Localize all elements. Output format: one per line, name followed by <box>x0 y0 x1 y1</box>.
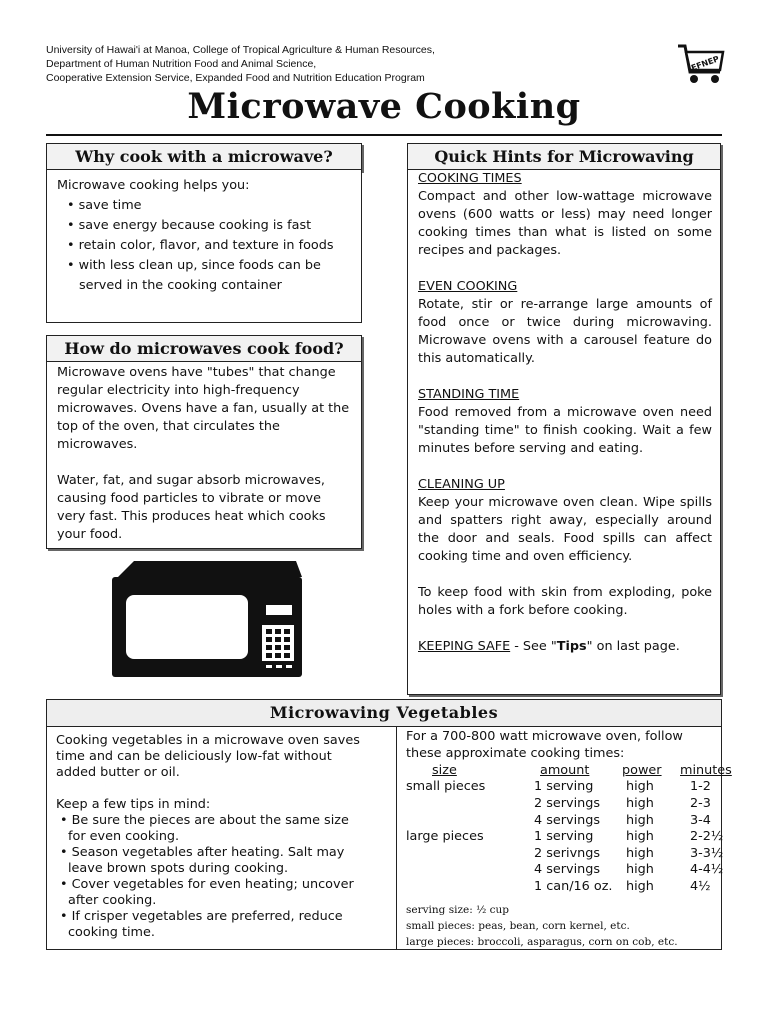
table-cell: 2 servings <box>534 795 601 811</box>
table-row <box>406 812 732 829</box>
hint-text: Rotate, stir or re-arrange large amounts of food once or twice during microwaving. Microwave ovens with a carousel feature do this automatically. <box>418 297 712 366</box>
table-cell <box>406 878 534 895</box>
why-heading: Why cook with a microwave? <box>46 143 362 171</box>
microwave-oven-icon <box>112 561 302 679</box>
hint-title-cooking-times: COOKING TIMES <box>418 171 522 186</box>
vegetables-divider <box>396 726 397 950</box>
header-line: Department of Human Nutrition Food and Animal Science, <box>46 58 317 70</box>
table-row <box>406 779 732 796</box>
keeping-safe-prefix: - See " <box>510 639 557 654</box>
table-cell: high <box>626 878 654 894</box>
table-row <box>406 862 732 879</box>
hint-text: Keep your microwave oven clean. Wipe spills and spatters right away, especially around the door and seals. Food spills can affect cooking time and oven efficiency. <box>418 495 712 564</box>
table-cell: high <box>626 829 654 845</box>
table-row <box>406 878 732 895</box>
serving-note: serving size: ½ cup <box>406 904 509 916</box>
page-title: Microwave Cooking <box>187 86 581 127</box>
table-row <box>406 845 732 862</box>
list-item: • save time <box>57 196 351 216</box>
hint-text: Food removed from a microwave oven need "standing time" to finish cooking. Wait a few minutes before serving and eating. <box>418 405 712 456</box>
how-paragraph-1: Microwave ovens have "tubes" that change regular electricity into high-frequency microwaves. Ovens have a fan, usually at the top of the oven, that circulates the microwaves. <box>57 365 350 452</box>
header-credits <box>46 43 435 85</box>
table-cell: large pieces <box>406 829 484 845</box>
table-cell <box>406 812 534 829</box>
list-item: • If crisper vegetables are preferred, reduce cooking time. <box>56 909 366 941</box>
table-cell <box>406 795 534 812</box>
table-cell: 3-3½ <box>690 845 724 861</box>
table-cell: 4½ <box>690 878 711 894</box>
hint-text: Compact and other low-wattage microwave ovens (600 watts or less) may need longer cooking times than what is listed on some recipes and packages. <box>418 189 712 258</box>
table-cell <box>406 845 534 862</box>
table-cell: 1 serving <box>534 779 594 795</box>
list-item: • with less clean up, since foods can be served in the cooking container <box>57 256 351 296</box>
table-cell: 1 can/16 oz. <box>534 878 613 894</box>
shopping-cart-logo-icon <box>676 40 726 86</box>
column-header: minutes <box>680 762 732 778</box>
table-cell: small pieces <box>406 779 486 795</box>
keeping-safe-suffix: " on last page. <box>586 639 680 654</box>
title-rule <box>46 134 722 136</box>
table-row <box>406 795 732 812</box>
table-cell <box>406 862 534 879</box>
keeping-safe-bold: Tips <box>556 639 587 654</box>
table-row <box>406 828 732 845</box>
table-cell: 4 servings <box>534 862 601 878</box>
how-box <box>46 361 362 549</box>
header-line: University of Hawai'i at Manoa, College of Tropical Agriculture & Human Resources, <box>46 44 435 56</box>
skin-tip: To keep food with skin from exploding, poke holes with a fork before cooking. <box>418 585 712 618</box>
serving-notes <box>406 902 718 950</box>
why-intro: Microwave cooking helps you: <box>57 178 250 193</box>
column-header: power <box>622 762 662 778</box>
list-item: • Cover vegetables for even heating; uncover after cooking. <box>56 877 366 909</box>
hints-box <box>407 169 721 695</box>
keeping-safe-title: KEEPING SAFE <box>418 639 511 654</box>
table-cell: 4-4½ <box>690 862 724 878</box>
serving-note: small pieces: peas, bean, corn kernel, etc. <box>406 920 630 932</box>
list-item: • Be sure the pieces are about the same size for even cooking. <box>56 813 366 845</box>
table-cell: 2-2½ <box>690 829 724 845</box>
header-line: Cooperative Extension Service, Expanded Food and Nutrition Education Program <box>46 72 425 84</box>
list-item: • retain color, flavor, and texture in foods <box>57 236 351 256</box>
hints-heading: Quick Hints for Microwaving <box>407 143 721 171</box>
list-item: • Season vegetables after heating. Salt may leave brown spots during cooking. <box>56 845 366 877</box>
cooking-times-table <box>406 762 732 895</box>
vegetables-intro: Cooking vegetables in a microwave oven saves time and can be deliciously low-fat without added butter or oil. <box>56 733 360 780</box>
table-cell: high <box>626 795 654 811</box>
table-cell: high <box>626 845 654 861</box>
table-cell: 2 serivngs <box>534 845 601 861</box>
why-box <box>46 169 362 323</box>
table-header-row <box>406 762 732 779</box>
vegetables-left <box>56 733 366 941</box>
list-item: • save energy because cooking is fast <box>57 216 351 236</box>
serving-note: large pieces: broccoli, asparagus, corn on cob, etc. <box>406 936 678 948</box>
vegetables-heading: Microwaving Vegetables <box>47 700 721 727</box>
hint-title-standing-time: STANDING TIME <box>418 387 520 402</box>
column-header: amount <box>540 762 590 778</box>
vegetables-tips-intro: Keep a few tips in mind: <box>56 797 211 812</box>
how-heading: How do microwaves cook food? <box>46 335 362 363</box>
column-header: size <box>432 762 457 778</box>
table-cell: high <box>626 779 654 795</box>
table-cell: 2-3 <box>690 795 711 811</box>
hint-title-cleaning-up: CLEANING UP <box>418 477 505 492</box>
keeping-safe-line <box>418 638 712 656</box>
hint-title-even-cooking: EVEN COOKING <box>418 279 518 294</box>
efnep-logo-text: EFNEP <box>690 54 721 73</box>
table-cell: high <box>626 812 654 828</box>
table-cell: high <box>626 862 654 878</box>
how-paragraph-2: Water, fat, and sugar absorb microwaves, causing food particles to vibrate or move very fast. This produces heat which cooks your food. <box>57 473 326 542</box>
table-cell: 4 servings <box>534 812 601 828</box>
table-cell: 1 serving <box>534 829 594 845</box>
table-intro: For a 700-800 watt microwave oven, follow these approximate cooking times: <box>406 729 683 761</box>
table-cell: 1-2 <box>690 779 711 795</box>
table-cell: 3-4 <box>690 812 711 828</box>
